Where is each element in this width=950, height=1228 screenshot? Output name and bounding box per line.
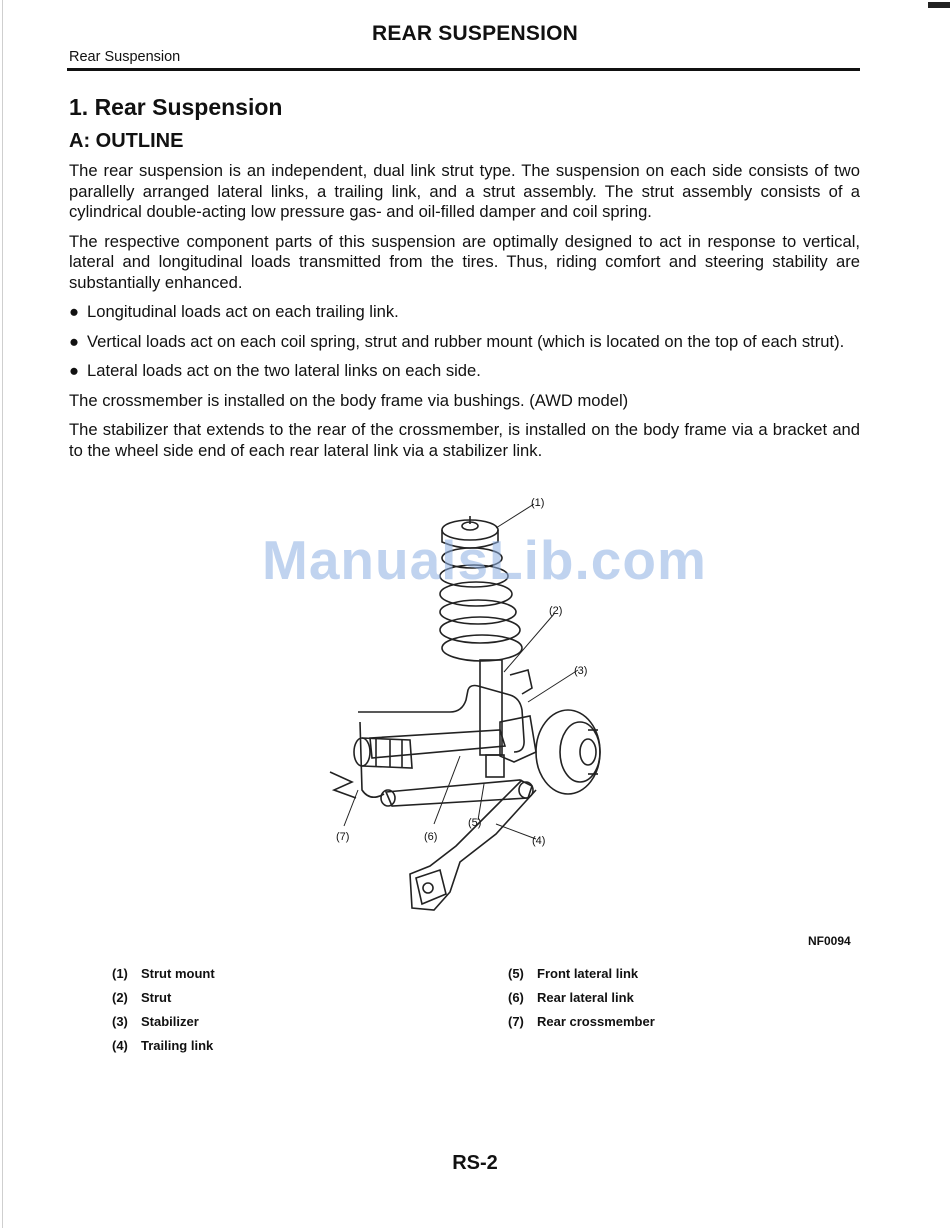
callout-label: (1) [531,497,545,509]
paragraph: The crossmember is installed on the body frame via bushings. (AWD model) [69,390,629,410]
page-number: RS-2 [452,1152,498,1174]
bullet-dot-icon: ● [69,331,80,351]
figure-code: NF0094 [808,934,851,948]
legend-label: Front lateral link [537,966,639,981]
running-header-title: REAR SUSPENSION [371,22,579,45]
legend-item [508,990,655,1014]
legend-item [112,990,215,1014]
paragraph: The respective component parts of this suspension are optimally designed to act in response to vertical, lateral and longitudinal loads transmitted from the tires. Thus, riding comfort and steering stability are substantially enhanced. [69,231,860,292]
callout-label: (5) [468,817,482,829]
callout-label: (6) [424,831,438,843]
callout-label: (3) [574,665,588,677]
legend-number: (3) [112,1014,128,1029]
legend-left-column [112,966,215,1062]
body-text [69,161,860,470]
bullet-text: Lateral loads act on the two lateral links on each side. [87,361,481,380]
running-header-subtitle: Rear Suspension [69,49,181,65]
legend-label: Strut mount [141,966,215,981]
section-title: 1. Rear Suspension [69,94,283,120]
legend-number: (1) [112,966,128,981]
brake-drum-shape [536,710,600,794]
legend-label: Rear lateral link [537,990,634,1005]
paragraph: The rear suspension is an independent, dual link strut type. The suspension on each side consists of two parallelly arranged lateral links, a trailing link, and a strut assembly. The strut assembly consists of a cylindrical double-acting low pressure gas- and oil-filled damper and coil spring. [69,161,860,221]
bullet-item [69,361,860,382]
legend-item [112,966,215,990]
subsection-title: A: OUTLINE [69,130,184,152]
legend-label: Stabilizer [141,1014,199,1029]
bullet-item [69,302,860,323]
legend-label: Strut [141,990,172,1005]
callout-label: (4) [532,835,546,847]
legend-item [508,1014,655,1038]
watermark: ManualsLib.com [262,529,707,591]
legend-number: (7) [508,1014,524,1029]
header-rule [67,68,860,71]
trailing-link-shape [410,780,536,910]
legend-item [508,966,655,990]
legend-number: (6) [508,990,524,1005]
page-edge-line [2,0,3,1228]
legend-item [112,1038,215,1062]
stabilizer-shape [358,686,524,753]
bullet-text: Vertical loads act on each coil spring, strut and rubber mount (which is located on the top of each strut). [87,331,845,351]
strut-body-shape [480,660,502,755]
paragraph: The stabilizer that extends to the rear of the crossmember, is installed on the body frame via a bracket and to the wheel side end of each rear lateral link via a stabilizer link. [69,420,860,460]
bullet-text: Longitudinal loads act on each trailing link. [87,302,399,321]
bullet-dot-icon: ● [69,302,80,321]
legend-label: Rear crossmember [537,1014,655,1029]
callout-label: (2) [549,605,563,617]
bullet-item [69,332,860,353]
legend-item [112,1014,215,1038]
legend-label: Trailing link [141,1038,214,1053]
legend-right-column [508,966,655,1038]
bullet-dot-icon: ● [69,361,80,380]
callout-label: (7) [336,831,350,843]
legend-number: (2) [112,990,128,1005]
corner-tab-mark [928,2,950,8]
legend-number: (4) [112,1038,128,1053]
legend-number: (5) [508,966,524,981]
